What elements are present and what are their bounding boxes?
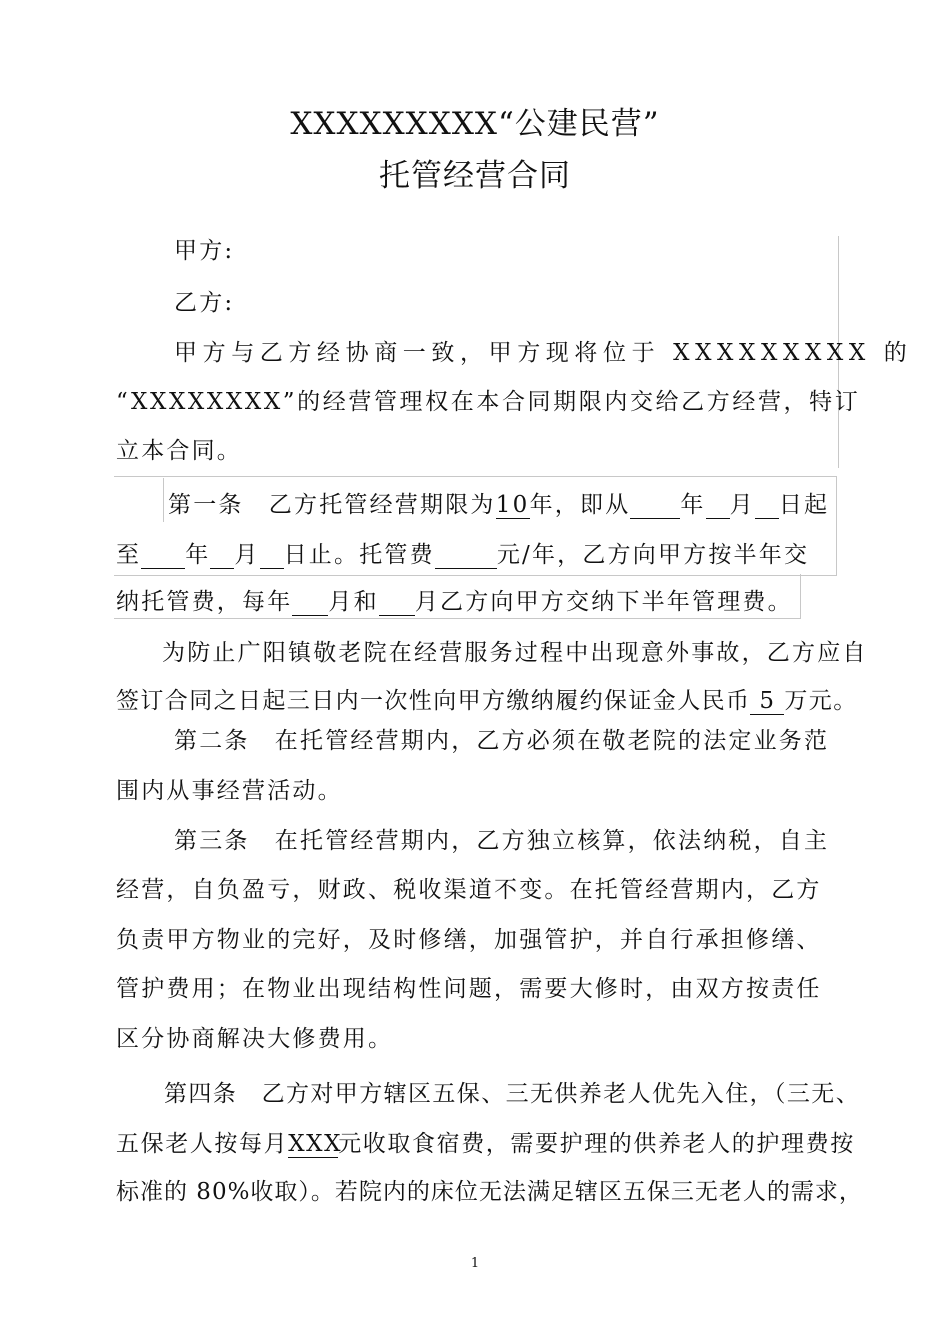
- start-year-blank: [630, 492, 680, 519]
- article1-line: 纳托管费，每年 月和 月乙方向甲方交纳下半年管理费。: [116, 589, 793, 615]
- contract-title-line2: 托管经营合同: [379, 158, 571, 194]
- party-b-label: 乙方:: [174, 290, 235, 316]
- deposit-line: 为防止广阳镇敬老院在经营服务过程中出现意外事故，乙方应自: [162, 640, 868, 666]
- article3-line: 区分协商解决大修费用。: [116, 1026, 394, 1052]
- fee-amount-blank: [435, 542, 497, 569]
- article1-line: 第一条 乙方托管经营期限为10年，即从 年 月 日起: [168, 492, 830, 518]
- intro-line: 立本合同。: [116, 438, 242, 464]
- board-fee-amount: XXX: [288, 1131, 343, 1157]
- intro-line: “XXXXXXXX”的经营管理权在本合同期限内交给乙方经营，特订: [116, 389, 861, 415]
- term-years-blank: 10: [495, 492, 530, 518]
- pay-month1-blank: [292, 589, 328, 616]
- article3-line: 管护费用；在物业出现结构性问题，需要大修时，由双方按责任: [116, 976, 822, 1002]
- page-number: 1: [470, 1256, 480, 1271]
- article2-line: 围内从事经营活动。: [116, 778, 343, 804]
- article3-line: 第三条 在托管经营期内，乙方独立核算，依法纳税，自主: [174, 828, 830, 854]
- article1-line: 至 年 月 日止。托管费 元/年，乙方向甲方按半年交: [116, 542, 810, 568]
- party-a-label: 甲方:: [174, 238, 235, 264]
- article1-indent-marker: [163, 478, 164, 522]
- deposit-amount: 5: [750, 688, 784, 715]
- intro-line: 甲方与乙方经协商一致，甲方现将位于 XXXXXXXXX 的: [174, 340, 913, 366]
- article4-line: 第四条 乙方对甲方辖区五保、三无供养老人优先入住，（三无、: [164, 1081, 861, 1107]
- contract-title-line1: XXXXXXXXX“公建民营”: [290, 106, 660, 142]
- deposit-line: 签订合同之日起三日内一次性向甲方缴纳履约保证金人民币 5 万元。: [116, 688, 858, 714]
- pay-month2-blank: [379, 589, 415, 616]
- article4-line: 五保老人按每月XXX元收取食宿费，需要护理的供养老人的护理费按: [116, 1131, 855, 1157]
- article3-line: 经营，自负盈亏，财政、税收渠道不变。在托管经营期内，乙方: [116, 877, 822, 903]
- end-month-blank: [210, 542, 234, 569]
- end-day-blank: [260, 542, 284, 569]
- article4-line: 标准的 80%收取）。若院内的床位无法满足辖区五保三无老人的需求，: [116, 1179, 863, 1205]
- article3-line: 负责甲方物业的完好，及时修缮，加强管护，并自行承担修缮、: [116, 927, 822, 953]
- end-year-blank: [141, 542, 185, 569]
- start-month-blank: [706, 492, 730, 519]
- article2-line: 第二条 在托管经营期内，乙方必须在敬老院的法定业务范: [174, 728, 830, 754]
- start-day-blank: [755, 492, 779, 519]
